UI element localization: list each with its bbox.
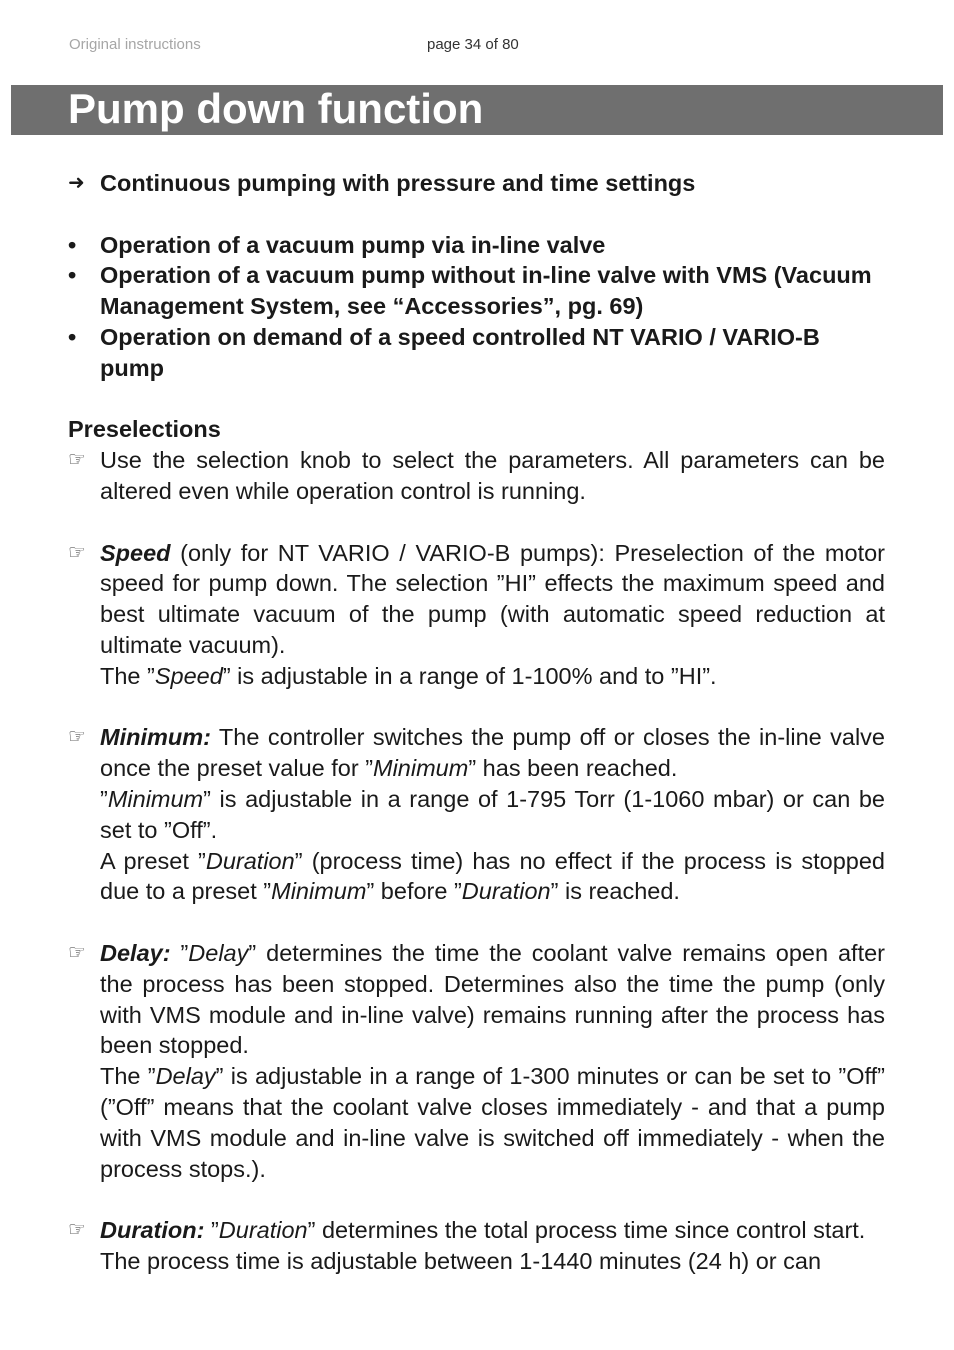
bullet-item (68, 322, 885, 384)
duration-term: Duration: (100, 1217, 205, 1244)
instruction-text: Use the selection knob to select the parameters. All parameters can be altered even while operation control is running. (100, 447, 885, 504)
speed-term: Speed (100, 539, 171, 566)
header-document-label: Original instructions (69, 36, 201, 53)
minimum-description: Minimum: The controller switches the pump off or closes the in-line valve once the preset value for ”Minimum” has been reached. (100, 724, 885, 782)
minimum-range: ”Minimum” is adjustable in a range of 1-795 Torr (1-1060 mbar) or can be set to ”Off”. (100, 785, 885, 843)
arrow-right-icon: ➜ (68, 172, 85, 194)
bullet-text: Operation of a vacuum pump without in-line valve with VMS (Vacuum Management System, see “Accessories”, pg. 69) (100, 262, 872, 320)
duration-description: Duration: ”Duration” determines the total process time since control start. (100, 1217, 866, 1244)
speed-text: (only for NT VARIO / VARIO-B pumps): Preselection of the motor speed for pump down. The selection ”HI” effects the maximum speed and best ultimate vacuum of the pump (with automatic speed reduction at ultimate vacuum). (100, 539, 885, 658)
intro-text: Continuous pumping with pressure and time settings (100, 170, 696, 196)
minimum-note: A preset ”Duration” (process time) has no effect if the process is stopped due to a preset ”Minimum” before ”Duration” is reached. (100, 847, 886, 905)
instruction-minimum (68, 722, 885, 907)
instruction-intro (68, 445, 885, 507)
delay-term: Delay: (100, 939, 171, 966)
section-heading: Preselections (68, 416, 221, 443)
title-band (11, 85, 943, 135)
pointing-hand-icon: ☞ (68, 541, 86, 564)
speed-range: The ”Speed” is adjustable in a range of 1-100% and to ”HI”. (100, 662, 717, 689)
bullet-item (68, 260, 885, 322)
bullet-text: Operation of a vacuum pump via in-line valve (100, 231, 606, 258)
delay-description: Delay: ”Delay” determines the time the coolant valve remains open after the process has been stopped. Determines also the time the pump (only with VMS module and in-line valve) remains running after the process has been stopped. (100, 939, 885, 1059)
pointing-hand-icon: ☞ (68, 449, 86, 472)
instruction-speed (68, 538, 885, 692)
bullet-icon: • (68, 323, 77, 350)
page-number: page 34 of 80 (427, 36, 519, 53)
instruction-delay (68, 938, 885, 1184)
minimum-term: Minimum: (100, 724, 211, 751)
page-title: Pump down function (68, 85, 484, 132)
delay-range: The ”Delay” is adjustable in a range of 1-300 minutes or can be set to ”Off” (”Off” means that the coolant valve closes immediately - and that a pump with VMS module and in-line valve is switched off immediately - when the process stops.). (100, 1063, 885, 1182)
pointing-hand-icon: ☞ (68, 941, 86, 964)
document-body (68, 168, 885, 1277)
duration-range: The process time is adjustable between 1-1440 minutes (24 h) or can (100, 1247, 822, 1274)
pointing-hand-icon: ☞ (68, 726, 86, 749)
bullet-icon: • (68, 231, 77, 258)
bullet-item (68, 230, 885, 261)
pointing-hand-icon: ☞ (68, 1219, 86, 1242)
instruction-duration (68, 1215, 885, 1277)
intro-line (68, 168, 885, 199)
speed-description (100, 538, 885, 661)
bullet-text: Operation on demand of a speed controlled NT VARIO / VARIO-B pump (100, 323, 820, 381)
bullet-icon: • (68, 262, 77, 289)
